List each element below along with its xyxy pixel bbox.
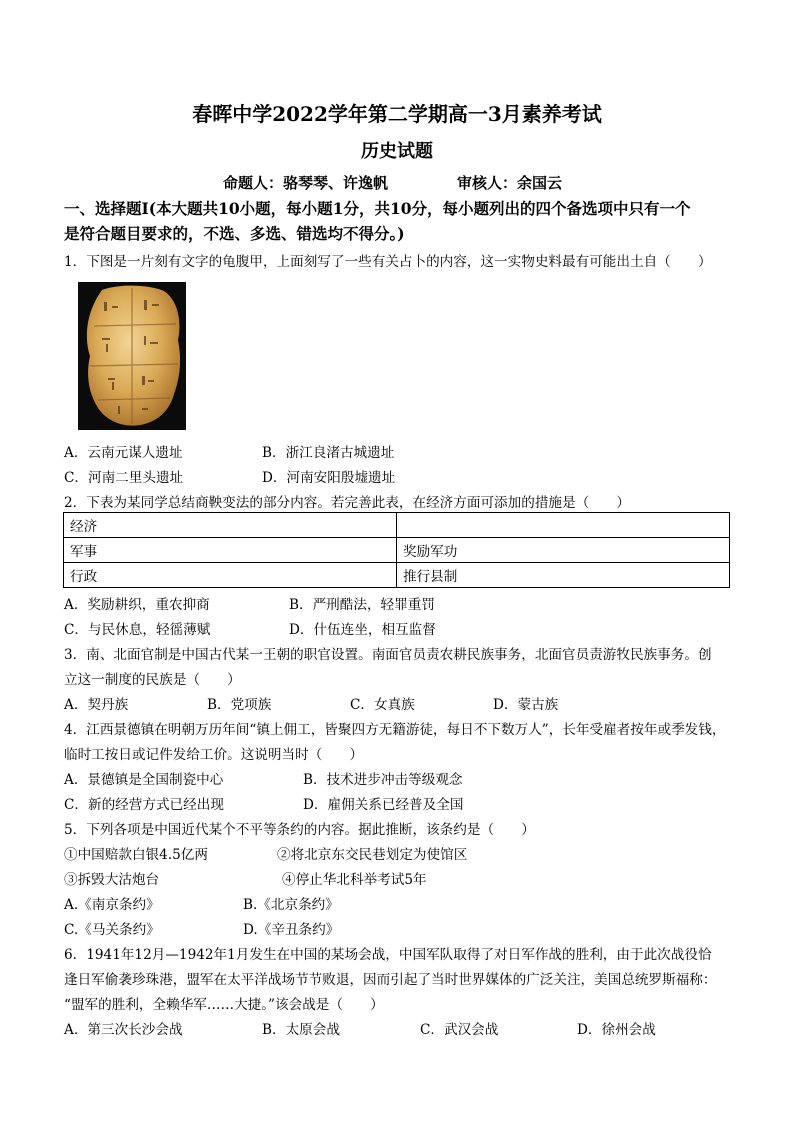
question-1-option-b: B．浙江良渚古城遗址	[262, 445, 395, 461]
table-cell: 军事	[64, 538, 397, 563]
question-3-option-c: C．女真族	[350, 697, 415, 713]
section-heading-line1: 一、选择题Ⅰ(本大题共10小题，每小题1分，共10分，每小题列出的四个备选项中只有一个	[64, 199, 691, 218]
question-5-stem: 5．下列各项是中国近代某个不平等条约的内容。据此推断，该条约是（ ）	[64, 822, 535, 838]
question-6-option-c: C．武汉会战	[420, 1022, 499, 1038]
table-row	[64, 563, 730, 588]
question-6-option-b: B．太原会战	[262, 1022, 340, 1038]
question-4-stem-line2: 临时工按日或记件发给工价。这说明当时（ ）	[64, 747, 364, 763]
question-5-item-3: ③拆毁大沽炮台	[64, 872, 160, 888]
question-2-option-c: C．与民休息，轻徭薄赋	[64, 622, 211, 638]
question-2-option-a: A．奖励耕织，重农抑商	[64, 597, 210, 613]
question-6-stem-line3: “盟军的胜利，全赖华军……大捷。”该会战是（ ）	[64, 997, 384, 1013]
author-line: 命题人：骆琴琴、许逸帆	[223, 174, 389, 192]
question-4-option-c: C．新的经营方式已经出现	[64, 797, 224, 813]
table-cell	[397, 513, 730, 538]
question-3-stem-line2: 立这一制度的民族是（ ）	[64, 672, 241, 688]
table-cell: 经济	[64, 513, 397, 538]
question-5-item-4: ④停止华北科举考试5年	[282, 872, 427, 888]
question-5-item-2: ②将北京东交民巷划定为使馆区	[277, 847, 468, 863]
question-1-option-d: D．河南安阳殷墟遗址	[262, 470, 396, 486]
exam-subject: 历史试题	[361, 141, 433, 162]
question-4-stem-line1: 4．江西景德镇在明朝万历年间“镇上佣工，皆聚四方无籍游徒，每日不下数万人”，长年受雇者按年或季发钱，	[64, 722, 726, 738]
question-6-option-d: D．徐州会战	[577, 1022, 656, 1038]
shang-yang-reform-table	[63, 512, 730, 588]
question-2-stem: 2．下表为某同学总结商鞅变法的部分内容。若完善此表，在经济方面可添加的措施是（ ）	[64, 495, 630, 511]
question-2-option-d: D．什伍连坐，相互监督	[289, 622, 436, 638]
table-cell: 奖励军功	[397, 538, 730, 563]
section-heading-line2: 是符合题目要求的，不选、多选、错选均不得分。)	[64, 224, 405, 243]
question-6-option-a: A．第三次长沙会战	[64, 1022, 183, 1038]
question-5-option-a: A.《南京条约》	[64, 897, 160, 913]
question-1-option-c: C．河南二里头遗址	[64, 470, 184, 486]
question-4-option-a: A．景德镇是全国制瓷中心	[64, 772, 224, 788]
question-4-option-d: D．雇佣关系已经普及全国	[303, 797, 464, 813]
question-6-stem-line2: 逢日军偷袭珍珠港，盟军在太平洋战场节节败退，因而引起了当时世界媒体的广泛关注，美国总统罗斯福称：	[64, 972, 717, 988]
question-6-stem-line1: 6．1941年12月—1942年1月发生在中国的某场会战，中国军队取得了对日军作战的胜利，由于此次战役恰	[64, 947, 712, 963]
question-1-stem: 1．下图是一片刻有文字的龟腹甲，上面刻写了一些有关占卜的内容，这一实物史料最有可能出土自（ ）	[64, 254, 712, 270]
question-5-option-c: C.《马关条约》	[64, 922, 160, 938]
question-3-option-d: D．蒙古族	[493, 697, 559, 713]
question-2-option-b: B．严刑酷法，轻罪重罚	[289, 597, 435, 613]
table-row	[64, 513, 730, 538]
turtle-plastron-icon	[78, 282, 186, 430]
question-3-stem-line1: 3．南、北面官制是中国古代某一王朝的职官设置。南面官员责农耕民族事务，北面官员责游牧民族事务。创	[64, 647, 712, 663]
table-cell: 推行县制	[397, 563, 730, 588]
reviewer-line: 审核人：余国云	[457, 174, 563, 192]
question-3-option-a: A．契丹族	[64, 697, 129, 713]
table-cell: 行政	[64, 563, 397, 588]
question-5-option-b: B.《北京条约》	[243, 897, 339, 913]
question-3-option-b: B．党项族	[207, 697, 272, 713]
turtle-plastron-image	[78, 282, 186, 430]
question-4-option-b: B．技术进步冲击等级观念	[303, 772, 463, 788]
question-5-item-1: ①中国赔款白银4.5亿两	[64, 847, 208, 863]
exam-title: 春晖中学2022学年第二学期高一3月素养考试	[192, 102, 602, 126]
table-row	[64, 538, 730, 563]
question-1-option-a: A．云南元谋人遗址	[64, 445, 183, 461]
question-5-option-d: D.《辛丑条约》	[243, 922, 340, 938]
